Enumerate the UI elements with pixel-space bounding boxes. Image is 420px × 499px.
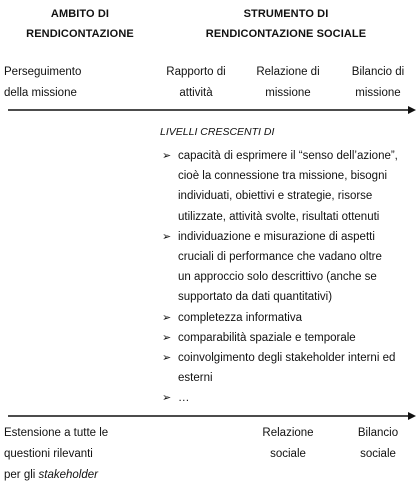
bottom-arrow-head [408,412,416,420]
list-item-line: esterni [178,372,213,385]
header-ambito-line1: AMBITO DI [50,8,110,20]
list-item [160,227,418,308]
bottom-col1 [4,423,144,486]
list-item-line: cruciali di performance che vadano oltre [178,251,382,264]
arrow-bullet-icon: ➢ [162,352,172,365]
arrow-bullet-icon: ➢ [162,331,172,344]
arrow-bullet-icon: ➢ [162,150,172,162]
list-item [160,308,418,328]
bottom-col1-line3-prefix: per gli [4,469,39,481]
list-item-line: completezza informativa [178,311,302,324]
bottom-col3-line1: Relazione [262,427,314,439]
bottom-col4-line2: sociale [360,448,396,460]
levels-list [160,146,418,409]
list-item [160,348,418,388]
list-item [160,328,418,348]
header-strumento [196,4,376,44]
bottom-col1-line1: Estensione a tutte le [4,427,109,439]
levels-title: LIVELLI CRESCENTI DI [160,126,275,138]
top-col3 [246,62,330,104]
list-item-line: un approccio solo descrittivo (anche se [178,271,377,284]
top-col2-line1: Rapporto di [166,66,226,78]
header-strumento-line2: RENDICONTAZIONE SOCIALE [205,28,367,40]
bottom-col1-line3-em: stakeholder [38,469,98,481]
bottom-col3-line2: sociale [270,448,306,460]
top-col2 [154,62,238,104]
arrow-bullet-icon: ➢ [162,230,172,243]
list-item [160,146,418,227]
bottom-col4 [338,423,418,465]
top-col3-line1: Relazione di [256,66,320,78]
list-item-line: coinvolgimento degli stakeholder interni ed [178,352,396,365]
list-item-line: … [178,392,190,405]
top-arrow-head [408,106,416,114]
header-strumento-line1: STRUMENTO DI [243,8,329,20]
list-item-line: supportato da dati quantitativi) [178,291,333,304]
top-col1-line2: della missione [4,87,77,99]
list-item-line: individuati, obiettivi e strategie, risorse [178,190,373,203]
header-ambito [10,4,150,44]
list-item [160,388,418,408]
top-col4-line2: missione [355,87,401,99]
top-col4 [338,62,418,104]
bottom-arrow [8,411,416,421]
top-col3-line2: missione [265,87,311,99]
list-item-line: comparabilità spaziale e temporale [178,331,356,344]
list-item-line: individuazione e misurazione di aspetti [178,230,375,243]
list-item-line: capacità di esprimere il “senso dell’azione”, [178,150,398,162]
top-col1-line1: Perseguimento [4,66,82,78]
top-col2-line2: attività [179,87,213,99]
bottom-col1-line2: questioni rilevanti [4,448,93,460]
list-item-line: utilizzate, attività svolte, risultati ottenuti [178,210,380,223]
list-item-line: cioè la connessione tra missione, bisogni [178,170,388,183]
arrow-bullet-icon: ➢ [162,392,172,405]
bottom-col3 [246,423,330,465]
top-col4-line1: Bilancio di [351,66,405,78]
header-ambito-line2: RENDICONTAZIONE [26,28,134,40]
arrow-bullet-icon: ➢ [162,311,172,324]
top-col1 [4,62,104,104]
top-arrow [8,105,416,115]
bottom-col4-line1: Bilancio [357,427,399,439]
bottom-col1-line3 [4,465,144,486]
